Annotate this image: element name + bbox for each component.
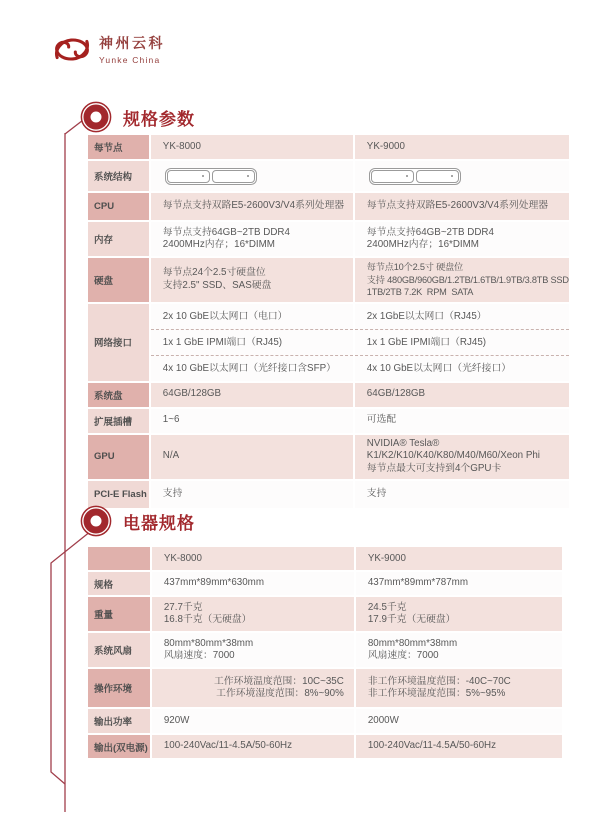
elec-row-weight bbox=[88, 597, 562, 631]
cell-yk9000: 非工作环境温度范围：-40C~70C 非工作环境湿度范围：5%~95% bbox=[356, 669, 562, 707]
row-label: 硬盘 bbox=[88, 258, 149, 302]
cell-yk8000: 920W bbox=[152, 709, 354, 733]
cell-yk9000: 2000W bbox=[356, 709, 562, 733]
server-chassis-front-icon bbox=[165, 168, 257, 185]
cell-yk8000: 437mm*89mm*630mm bbox=[152, 572, 354, 595]
row-label: 系统结构 bbox=[88, 161, 149, 191]
cell-model-b: YK-9000 bbox=[356, 547, 562, 570]
cell-yk9000: 24.5千克 17.9千克（无硬盘） bbox=[356, 597, 562, 631]
cell-yk9000: 每节点支持双路E5-2600V3/V4系列处理器 bbox=[355, 193, 569, 220]
elec-row-header bbox=[88, 547, 562, 570]
spec-row-gpu bbox=[88, 435, 569, 479]
elec-row-dimensions bbox=[88, 572, 562, 595]
cell-yk8000: 支持 bbox=[151, 481, 353, 508]
row-label: 每节点 bbox=[88, 135, 149, 159]
row-label: 系统风扇 bbox=[88, 633, 150, 667]
row-label bbox=[88, 547, 150, 570]
cell-yk8000: 工作环境温度范围：10C~35C 工作环境湿度范围：8%~90% bbox=[152, 669, 354, 707]
row-label: 内存 bbox=[88, 222, 149, 256]
server-chassis-front-icon bbox=[369, 168, 461, 185]
cell-yk8000: N/A bbox=[151, 435, 353, 479]
cell-yk9000: 437mm*89mm*787mm bbox=[356, 572, 562, 595]
row-label: 输出功率 bbox=[88, 709, 150, 733]
bullet-ring-icon bbox=[80, 505, 112, 537]
section-title-specs: 规格参数 bbox=[123, 109, 195, 129]
cell-yk8000: 80mm*80mm*38mm 风扇速度：7000 bbox=[152, 633, 354, 667]
spec-row-node bbox=[88, 135, 569, 159]
cell-yk9000: 2x 1GbE以太网口（RJ45） 1x 1 GbE IPMI端口（RJ45) 4x 10 GbE以太网口（光纤接口） bbox=[355, 304, 569, 381]
cell-yk8000: 每节点24个2.5寸硬盘位 支持2.5" SSD、SAS硬盘 bbox=[151, 258, 353, 302]
elec-row-output-power bbox=[88, 709, 562, 733]
cell-model-a: YK-8000 bbox=[152, 547, 354, 570]
cell-yk8000: 64GB/128GB bbox=[151, 383, 353, 407]
company-logo bbox=[54, 33, 165, 65]
cell-yk9000: NVIDIA® Tesla® K1/K2/K10/K40/K80/M40/M60/Xeon Phi 每节点最大可支持到4个GPU卡 bbox=[355, 435, 569, 479]
electrical-table bbox=[86, 545, 564, 760]
cell-yk8000: 每节点支持双路E5-2600V3/V4系列处理器 bbox=[151, 193, 353, 220]
cell-yk8000: 27.7千克 16.8千克（无硬盘） bbox=[152, 597, 354, 631]
row-label: 网络接口 bbox=[88, 304, 149, 381]
cell-yk9000: 64GB/128GB bbox=[355, 383, 569, 407]
row-label: 重量 bbox=[88, 597, 150, 631]
bullet-ring-icon bbox=[80, 101, 112, 133]
section-header-electrical bbox=[80, 505, 195, 537]
spec-row-cpu bbox=[88, 193, 569, 220]
spec-row-pcie-flash bbox=[88, 481, 569, 508]
row-label: 规格 bbox=[88, 572, 150, 595]
section-title-electrical: 电器规格 bbox=[123, 513, 195, 533]
elec-row-output-dual-psu bbox=[88, 735, 562, 758]
cell-yk8000: 100-240Vac/11-4.5A/50-60Hz bbox=[152, 735, 354, 758]
section-header-specs bbox=[80, 101, 195, 133]
spec-row-structure bbox=[88, 161, 569, 191]
cell-yk9000: 可选配 bbox=[355, 409, 569, 433]
row-label: CPU bbox=[88, 193, 149, 220]
row-label: 扩展插槽 bbox=[88, 409, 149, 433]
company-name-en: Yunke China bbox=[99, 55, 161, 65]
spec-table bbox=[86, 133, 571, 510]
row-label: 操作环境 bbox=[88, 669, 150, 707]
elec-row-fans bbox=[88, 633, 562, 667]
cell-yk9000: 支持 bbox=[355, 481, 569, 508]
cell-yk8000: 2x 10 GbE以太网口（电口） 1x 1 GbE IPMI端口（RJ45) 4x 10 GbE以太网口（光纤接口含SFP） bbox=[151, 304, 353, 381]
cell-yk9000 bbox=[355, 161, 569, 191]
spec-row-network bbox=[88, 304, 569, 381]
yunke-swirl-icon bbox=[54, 34, 90, 65]
cell-yk9000: 100-240Vac/11-4.5A/50-60Hz bbox=[356, 735, 562, 758]
company-name-cn: 神州云科 bbox=[99, 35, 165, 51]
cell-yk9000: 每节点支持64GB~2TB DDR4 2400MHz内存；16*DIMM bbox=[355, 222, 569, 256]
row-label: PCI-E Flash bbox=[88, 481, 149, 508]
row-label: GPU bbox=[88, 435, 149, 479]
elec-row-environment bbox=[88, 669, 562, 707]
cell-yk8000: 1~6 bbox=[151, 409, 353, 433]
row-label: 输出(双电源) bbox=[88, 735, 150, 758]
row-label: 系统盘 bbox=[88, 383, 149, 407]
spec-row-expansion bbox=[88, 409, 569, 433]
cell-yk9000: 80mm*80mm*38mm 风扇速度：7000 bbox=[356, 633, 562, 667]
cell-yk8000: 每节点支持64GB~2TB DDR4 2400MHz内存；16*DIMM bbox=[151, 222, 353, 256]
cell-yk8000 bbox=[151, 161, 353, 191]
cell-yk8000: YK-8000 bbox=[151, 135, 353, 159]
spec-row-systemdisk bbox=[88, 383, 569, 407]
cell-yk9000: YK-9000 bbox=[355, 135, 569, 159]
cell-yk9000: 每节点10个2.5寸 硬盘位 支持 480GB/960GB/1.2TB/1.6TB/1.9TB/3.8TB SSD 1TB/2TB 7.2K RPM SATA bbox=[355, 258, 569, 302]
spec-row-memory bbox=[88, 222, 569, 256]
spec-row-disk bbox=[88, 258, 569, 302]
